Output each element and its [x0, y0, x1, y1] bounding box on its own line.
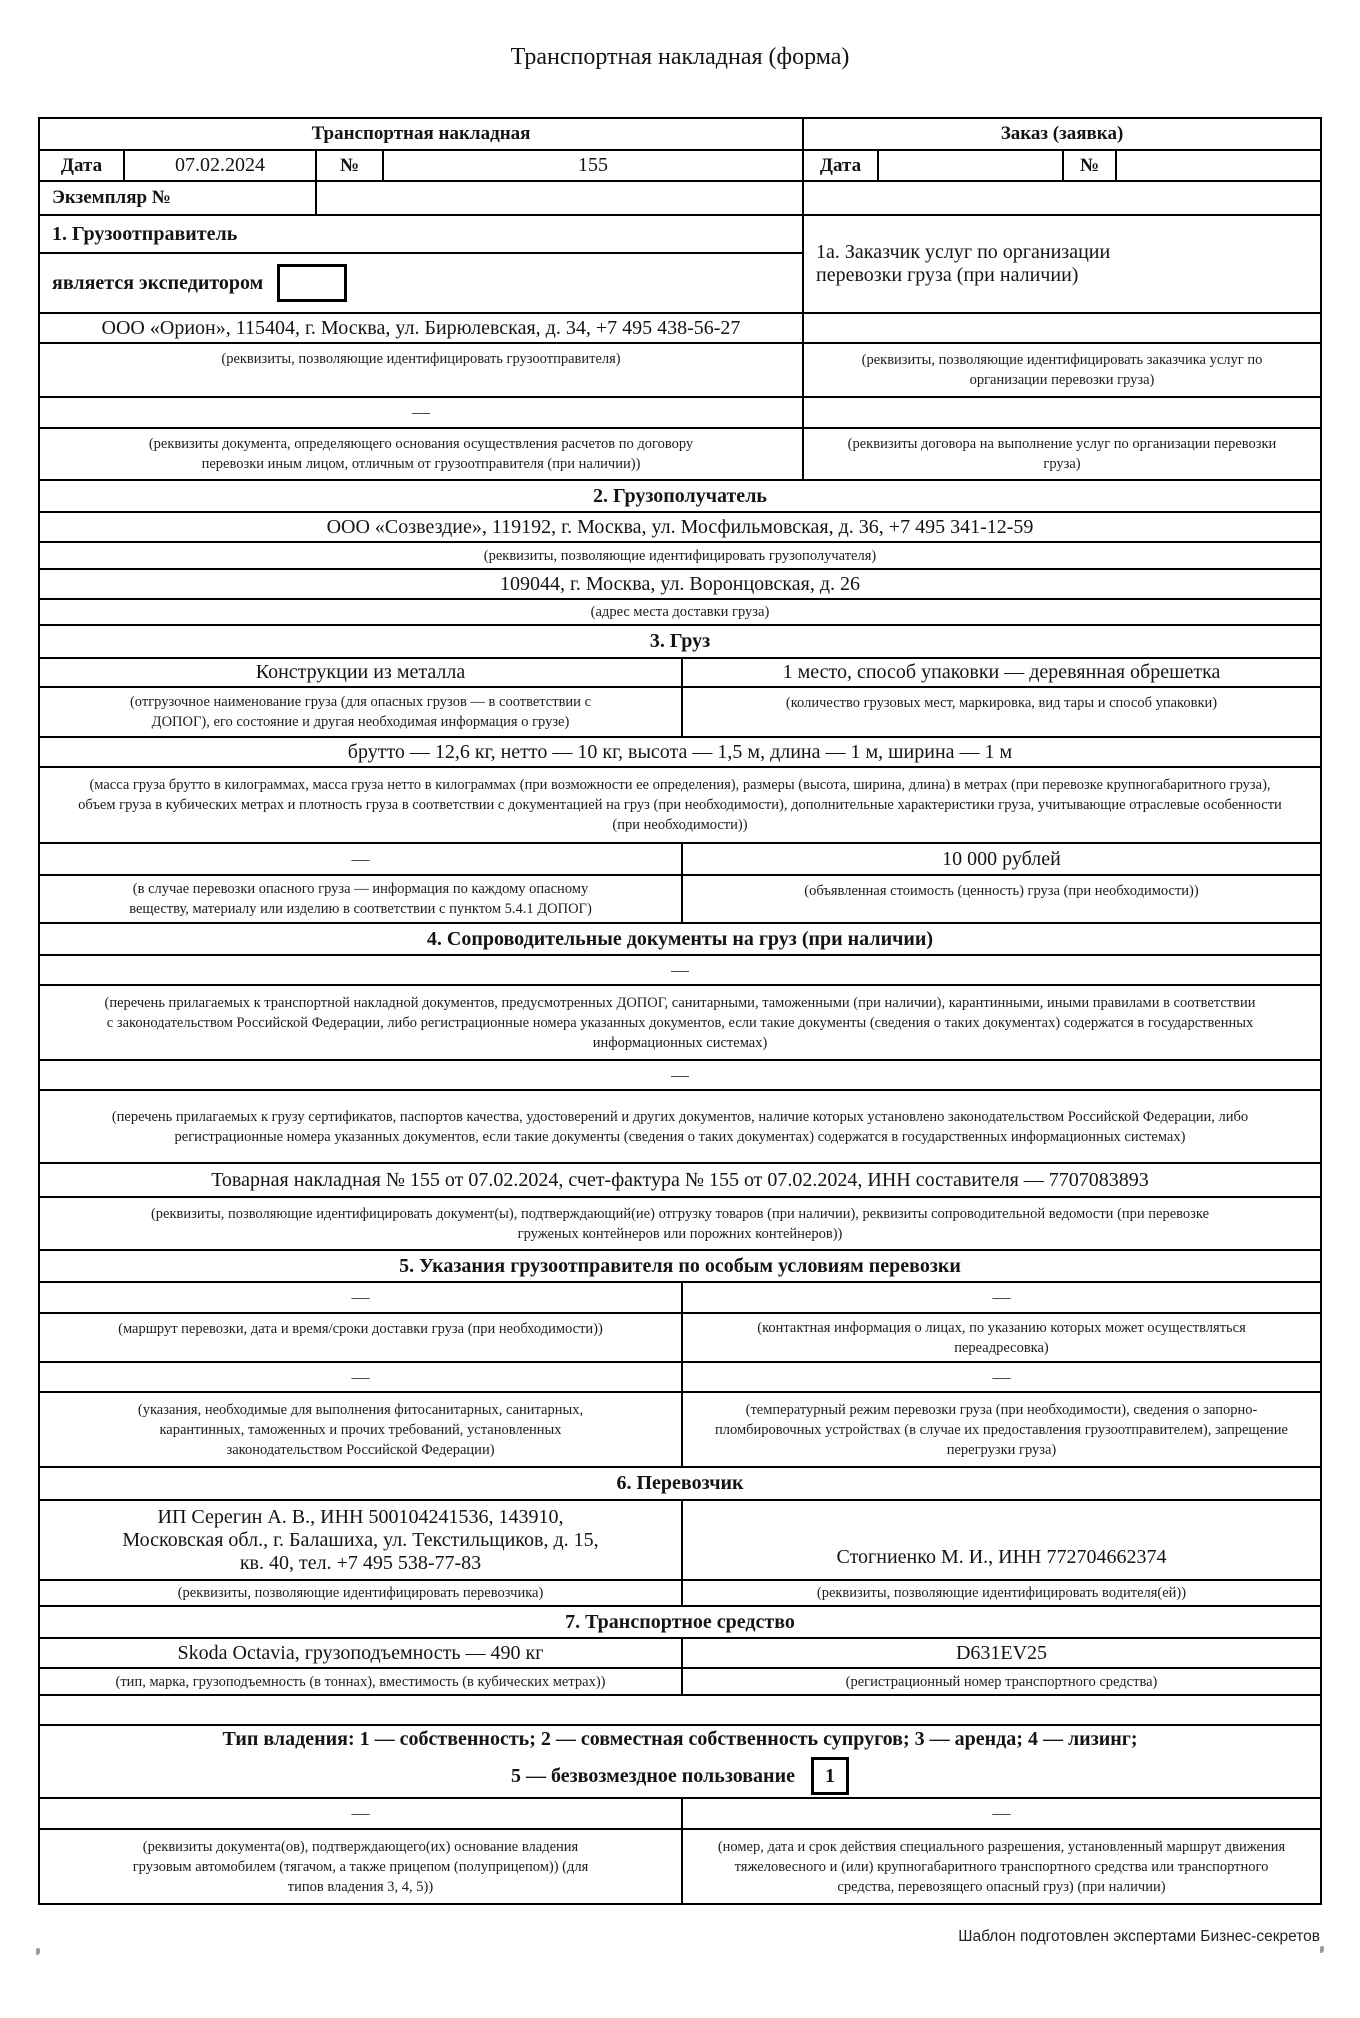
copy-number-right-empty [802, 182, 1320, 214]
vehicle-hint-row [40, 1667, 1320, 1694]
cargo-name-hint: (отгрузочное наименование груза (для опасных грузов — в соответствии с ДОПОГ), его состояние и другая необходимая информация о грузе) [129, 694, 592, 730]
driver-hint: (реквизиты, позволяющие идентифицировать водителя(ей)) [681, 1581, 1320, 1605]
spacer-row [40, 1694, 1320, 1724]
template-credit: Шаблон подготовлен экспертами Бизнес-секретов [958, 1928, 1320, 1945]
page-title: Транспортная накладная (форма) [510, 44, 850, 70]
carrier-value: ИП Серегин А. В., ИНН 500104241536, 143910, Московская обл., г. Балашиха, ул. Текстильщиков, д. 15, кв. 40, тел. +7 495 538-77-83 [122, 1505, 599, 1574]
section3-header-row [40, 624, 1320, 657]
payment-doc-hint-row [40, 427, 1320, 479]
waybill-number-label: № [315, 151, 382, 180]
carrier-value-row [40, 1499, 1320, 1579]
shipper-value: ООО «Орион», 115404, г. Москва, ул. Бирюлевская, д. 34, +7 495 438-56-27 [101, 316, 741, 339]
vehicle-hint: (тип, марка, грузоподъемность (в тоннах), вместимость (в кубических метрах)) [115, 1673, 606, 1690]
temperature-hint: (температурный режим перевозки груза (при необходимости), сведения о запорно-пломбировочных устройствах (в случае их предоставления грузоотправителем), запрещение перегрузки груза) [681, 1393, 1320, 1466]
payment-doc-hint: (реквизиты документа, определяющего основания осуществления расчетов по договору перевозки иным лицом, отличным от грузоотправителя (при наличии)) [148, 436, 694, 472]
sanitary-hint-row [40, 1391, 1320, 1466]
shipping-docs-value: Товарная накладная № 155 от 07.02.2024, счет-фактура № 155 от 07.02.2024, ИНН составителя — 7707083893 [211, 1168, 1149, 1191]
declared-value-row [40, 842, 1320, 874]
payment-doc-value: — [412, 402, 430, 422]
sanitary-value-row [40, 1361, 1320, 1391]
carrier-hint: (реквизиты, позволяющие идентифицировать перевозчика) [177, 1585, 544, 1601]
expeditor-row [40, 254, 802, 312]
adr-docs-hint: (перечень прилагаемых к транспортной накладной документов, предусмотренных ДОПОГ, санитарными, таможенными (при наличии), карантинными, иными правилами в соответствии с законодательством Российской Федерации, либо регистрационные номера указанных документов, если такие документы (сведения о таких документах) содержатся в государственных информационных системах) [104, 994, 1256, 1051]
packing-hint: (количество грузовых мест, маркировка, вид тары и способ упаковки) [681, 688, 1320, 736]
consignee-hint-row [40, 541, 1320, 568]
contract-value [802, 398, 1320, 427]
consignee-value-row [40, 511, 1320, 541]
route-hint: (маршрут перевозки, дата и время/сроки доставки груза (при необходимости)) [118, 1321, 603, 1337]
section1-row [40, 214, 1320, 312]
copy-number-row [40, 180, 1320, 214]
adr-docs-value: — [671, 959, 689, 980]
declared-value: 10 000 рублей [681, 844, 1320, 874]
certs-value: — [671, 1064, 689, 1085]
ownership-code-box: 1 [811, 1757, 849, 1795]
scan-artifact-left [36, 1948, 40, 1955]
vehicle-value-row [40, 1637, 1320, 1667]
shipper-hint: (реквизиты, позволяющие идентифицировать грузоотправителя) [221, 351, 621, 367]
certs-hint-row [40, 1089, 1320, 1162]
ownership-line1: Тип владения: 1 — собственность; 2 — совместная собственность супругов; 3 — аренда; 4 — лизинг; [222, 1728, 1138, 1750]
ownership-doc-hint-row [40, 1828, 1320, 1903]
ownership-doc-value-row [40, 1797, 1320, 1828]
order-date-label: Дата [802, 151, 877, 180]
shipping-docs-hint: (реквизиты, позволяющие идентифицировать документ(ы), подтверждающий(ие) отгрузку товаров (при наличии), реквизиты сопроводительной ведомости (при перевозке груженых контейнеров или порожних контейнеров)) [150, 1205, 1210, 1242]
mass-value: брутто — 12,6 кг, нетто — 10 кг, высота — 1,5 м, длина — 1 м, ширина — 1 м [347, 740, 1013, 763]
section4-header-row [40, 922, 1320, 954]
scan-artifact-right [1320, 1946, 1324, 1953]
cargo-name-hint-row [40, 686, 1320, 736]
shipping-docs-hint-row [40, 1196, 1320, 1249]
section3-title: 3. Груз [649, 630, 711, 652]
consignee-value: ООО «Созвездие», 119192, г. Москва, ул. Мосфильмовская, д. 36, +7 495 341-12-59 [326, 515, 1034, 538]
adr-docs-value-row [40, 954, 1320, 984]
waybill-number-value: 155 [382, 151, 802, 180]
cargo-name-row [40, 657, 1320, 686]
order-number-value [1115, 151, 1320, 180]
ownership-type-cell [40, 1726, 1320, 1797]
delivery-address-row [40, 568, 1320, 598]
expeditor-label: является экспедитором [52, 271, 264, 294]
cargo-name-value: Конструкции из металла [255, 661, 466, 683]
route-hint-row [40, 1312, 1320, 1361]
section7-header-row [40, 1605, 1320, 1637]
order-date-value [877, 151, 1062, 180]
danger-value: — [351, 848, 370, 869]
section5-header-row [40, 1249, 1320, 1281]
permit-value: — [681, 1799, 1320, 1828]
order-header: Заказ (заявка) [802, 119, 1320, 149]
section1a-title: 1а. Заказчик услуг по организации перевозки груза (при наличии) [816, 241, 1111, 286]
customer-hint: (реквизиты, позволяющие идентифицировать заказчика услуг по организации перевозки груза) [802, 344, 1320, 396]
section2-header-row [40, 479, 1320, 511]
driver-value: Стогниенко М. И., ИНН 772704662374 [681, 1501, 1320, 1579]
section5-title: 5. Указания грузоотправителя по особым условиям перевозки [399, 1254, 961, 1277]
section2-title: 2. Грузополучатель [593, 484, 767, 507]
route-value: — [351, 1287, 370, 1307]
delivery-address-value: 109044, г. Москва, ул. Воронцовская, д. 26 [499, 572, 861, 595]
ownership-type-row [40, 1724, 1320, 1797]
section4-title: 4. Сопроводительные документы на груз (при наличии) [426, 927, 934, 950]
certs-hint: (перечень прилагаемых к грузу сертификатов, паспортов качества, удостоверений и других документов, наличие которых установлено законодательством Российской Федерации, либо регистрационные номера указанных документов, если такие документы (сведения о таких документах) содержатся в государственных информационных системах) [111, 1108, 1249, 1145]
section6-title: 6. Перевозчик [616, 1472, 744, 1494]
table-header-row [40, 119, 1320, 149]
order-number-label: № [1062, 151, 1115, 180]
contact-value: — [681, 1283, 1320, 1312]
packing-value: 1 место, способ упаковки — деревянная обрешетка [681, 659, 1320, 686]
plate-value: D631EV25 [681, 1639, 1320, 1667]
route-value-row [40, 1281, 1320, 1312]
vehicle-value: Skoda Octavia, грузоподъемность — 490 кг [177, 1641, 544, 1664]
mass-value-row [40, 736, 1320, 766]
sanitary-hint: (указания, необходимые для выполнения фитосанитарных, санитарных, карантинных, таможенных и прочих требований, установленных законодательством Российской Федерации) [137, 1401, 584, 1458]
expeditor-checkbox [277, 264, 347, 302]
customer-value [802, 314, 1320, 342]
declared-hint-row [40, 874, 1320, 922]
consignee-hint: (реквизиты, позволяющие идентифицировать грузополучателя) [483, 547, 877, 564]
ownership-doc-value: — [351, 1803, 370, 1823]
sanitary-value: — [351, 1366, 370, 1387]
delivery-address-hint: (адрес места доставки груза) [590, 604, 770, 620]
copy-number-label: Экземпляр № [52, 187, 171, 208]
contact-hint: (контактная информация о лицах, по указанию которых может осуществляться переадресовка) [681, 1314, 1320, 1361]
spacer-cell [40, 1696, 1320, 1724]
delivery-hint-row [40, 598, 1320, 624]
temperature-value: — [681, 1363, 1320, 1391]
copy-number-value [315, 182, 802, 214]
waybill-table [38, 117, 1322, 1905]
permit-hint: (номер, дата и срок действия специального разрешения, установленный маршрут движения тяжеловесного и (или) крупногабаритного транспортного средства или транспортного средства, перевозящего опасный груз) (при наличии) [681, 1830, 1320, 1903]
plate-hint: (регистрационный номер транспортного средства) [681, 1669, 1320, 1694]
waybill-date-label: Дата [60, 154, 103, 176]
shipping-docs-value-row [40, 1162, 1320, 1196]
section1-title: 1. Грузоотправитель [40, 216, 802, 254]
ownership-line2: 5 — безвозмездное пользование [511, 1764, 795, 1787]
mass-hint: (масса груза брутто в килограммах, масса груза нетто в килограммах (при возможности ее определения), размеры (высота, ширина, длина) в метрах (при перевозке крупногабаритного груза), объем груза в кубических метрах и плотность груза в соответствии с документацией на груз (при необходимости), дополнительные характеристики груза, учитывающие отраслевые особенности (при необходимости)) [78, 777, 1282, 833]
certs-value-row [40, 1059, 1320, 1089]
declared-hint: (объявленная стоимость (ценность) груза (при необходимости)) [681, 876, 1320, 922]
contract-hint: (реквизиты договора на выполнение услуг по организации перевозки груза) [802, 429, 1320, 479]
mass-hint-row [40, 766, 1320, 842]
payment-doc-value-row [40, 396, 1320, 427]
danger-hint: (в случае перевозки опасного груза — информация по каждому опасному веществу, материалу или изделию в соответствии с пунктом 5.4.1 ДОПОГ) [129, 881, 592, 917]
shipper-hint-row [40, 342, 1320, 396]
carrier-hint-row [40, 1579, 1320, 1605]
section1a-cell [802, 216, 1320, 312]
waybill-header: Транспортная накладная [311, 123, 531, 144]
waybill-date-value: 07.02.2024 [123, 151, 315, 180]
section6-header-row [40, 1466, 1320, 1499]
shipper-value-row [40, 312, 1320, 342]
ownership-doc-hint: (реквизиты документа(ов), подтверждающего(их) основание владения грузовым автомобилем (тягачом, а также прицепом (полуприцепом)) (для типов владения 3, 4, 5)) [132, 1838, 589, 1895]
date-number-row [40, 149, 1320, 180]
section7-title: 7. Транспортное средство [565, 1610, 795, 1633]
adr-docs-hint-row [40, 984, 1320, 1059]
